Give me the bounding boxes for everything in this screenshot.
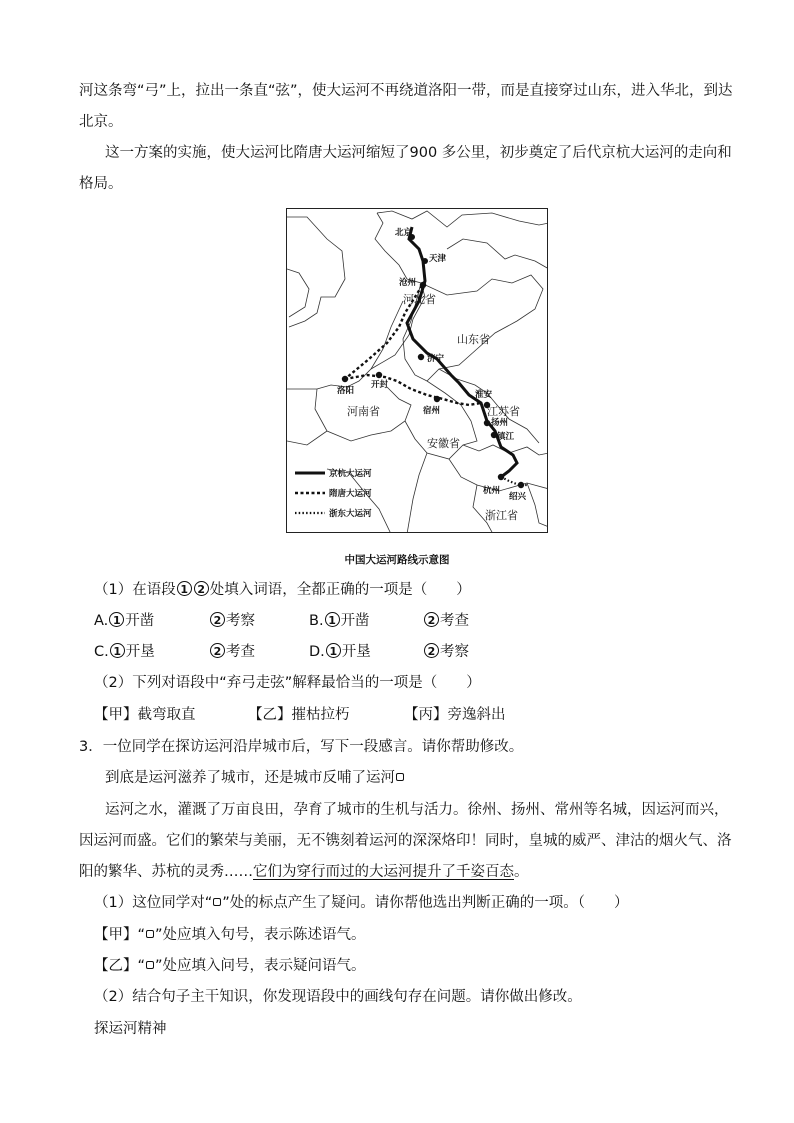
circled-number: 1 <box>109 612 124 627</box>
suitang-canal-line-south <box>345 375 481 405</box>
province-label: 河南省 <box>347 405 380 418</box>
blank-box <box>146 961 154 969</box>
circled-number: 1 <box>177 581 192 596</box>
q1-option-a[interactable] <box>94 611 255 631</box>
option-word: 开垦 <box>125 644 155 660</box>
circled-number: 2 <box>210 612 225 627</box>
q3-sub1-end: ”处的标点产生了疑问。请你帮他选出判断正确的一项。（ ） <box>222 895 629 911</box>
circled-number: 2 <box>424 612 439 627</box>
map-caption: 中国大运河路线示意图 <box>344 554 450 566</box>
circled-number: 1 <box>325 612 340 627</box>
province-borders <box>287 211 548 533</box>
city-label: 沧州 <box>399 278 417 288</box>
city-label: 淮安 <box>475 390 493 400</box>
q1-stem <box>94 580 471 600</box>
province-label: 江苏省 <box>487 405 520 418</box>
city-label: 宿州 <box>423 406 441 416</box>
option-word: 考察 <box>226 613 255 629</box>
q1-option-d[interactable] <box>309 642 469 662</box>
option-end: ”处应填入问号，表示疑问语气。 <box>155 958 366 974</box>
province-label: 浙江省 <box>485 509 518 522</box>
blank-box <box>396 773 404 781</box>
q3-sub1 <box>94 893 629 913</box>
legend-label: 浙东大运河 <box>329 509 372 519</box>
q3-para3-start: 阳的繁华、苏杭的灵秀…… <box>79 864 253 880</box>
option-part2 <box>423 611 469 631</box>
option-word: 考察 <box>440 644 469 660</box>
circled-number: 1 <box>326 643 341 658</box>
section-title: 探运河精神 <box>94 1021 167 1037</box>
circled-number: 2 <box>194 581 209 596</box>
city-label: 北京 <box>395 228 413 238</box>
blank-box <box>213 898 221 906</box>
option-part2 <box>423 642 469 662</box>
option-word: 开凿 <box>125 613 155 629</box>
option-word: 开凿 <box>340 613 370 629</box>
option-start: 【乙】“ <box>94 958 146 974</box>
option-word: 开垦 <box>341 644 371 660</box>
circled-number: 2 <box>210 643 225 658</box>
legend-label: 京杭大运河 <box>329 469 372 479</box>
q1-suffix: 处填入词语，全都正确的一项是（ ） <box>209 582 471 598</box>
q3-sub1-start: （1）这位同学对“ <box>94 895 213 911</box>
option-part2 <box>209 611 255 631</box>
option-part2 <box>209 642 255 662</box>
passage-line: 北京。 <box>79 114 123 130</box>
q1-prefix: （1）在语段 <box>94 582 176 598</box>
city-label: 天津 <box>429 254 447 264</box>
city-label: 杭州 <box>483 486 501 496</box>
q3-sentence-text: 到底是运河滋养了城市，还是城市反哺了运河 <box>105 770 395 786</box>
option-word: 考查 <box>440 613 469 629</box>
city-label: 济宁 <box>427 354 445 364</box>
blank-box <box>146 930 154 938</box>
option-end: ”处应填入句号，表示陈述语气。 <box>155 927 366 943</box>
legend-label: 隋唐大运河 <box>329 489 372 499</box>
city-label: 扬州 <box>491 418 509 428</box>
q3-option-jia[interactable] <box>94 925 366 945</box>
underlined-sentence: 它们为穿行而过的大运河提升了千姿百态 <box>253 864 514 880</box>
circled-number: 2 <box>424 643 439 658</box>
circled-number: 1 <box>110 643 125 658</box>
canal-route-map <box>286 208 548 533</box>
q3-sentence <box>105 768 405 788</box>
option-start: 【甲】“ <box>94 927 146 943</box>
passage-line: 这一方案的实施，使大运河比隋唐大运河缩短了900 多公里，初步奠定了后代京杭大运河的走向和 <box>105 145 732 161</box>
city-label: 洛阳 <box>337 386 355 396</box>
q3-stem: 3．一位同学在探访运河沿岸城市后，写下一段感言。请你帮助修改。 <box>79 739 524 755</box>
city-label: 镇江 <box>497 432 515 442</box>
option-letter: C. <box>94 644 109 660</box>
q3-paragraph-line: 运河之水，灌溉了万亩良田，孕育了城市的生机与活力。徐州、扬州、常州等名城，因运河而兴， <box>105 802 729 818</box>
q2-option-bing[interactable]: 【丙】旁逸斜出 <box>404 707 506 723</box>
passage-line: 格局。 <box>79 176 123 192</box>
q3-option-yi[interactable] <box>94 956 366 976</box>
q1-option-b[interactable] <box>309 611 469 631</box>
q1-option-c[interactable] <box>94 642 255 662</box>
province-label: 山东省 <box>457 333 490 346</box>
q3-paragraph-line: 因运河而盛。它们的繁荣与美丽，无不镌刻着运河的深深烙印！同时，皇城的威严、津沽的烟火气、洛 <box>79 833 732 849</box>
q3-paragraph-line <box>79 862 529 882</box>
map-svg <box>287 209 548 533</box>
option-word: 考查 <box>226 644 255 660</box>
map-legend <box>295 468 372 519</box>
passage-line: 河这条弯“弓”上，拉出一条直“弦”，使大运河不再绕道洛阳一带，而是直接穿过山东，进入华北，到达 <box>79 83 733 99</box>
province-label: 安徽省 <box>427 437 460 450</box>
option-letter: A. <box>94 613 109 629</box>
q2-stem: （2）下列对语段中“弃弓走弦”解释最恰当的一项是（ ） <box>94 675 481 691</box>
q3-para3-end: 。 <box>514 864 529 880</box>
q2-option-jia[interactable]: 【甲】截弯取直 <box>94 707 196 723</box>
option-letter: D. <box>309 644 325 660</box>
city-label: 绍兴 <box>509 492 527 502</box>
q2-option-yi[interactable]: 【乙】摧枯拉朽 <box>248 707 350 723</box>
q3-sub2: （2）结合句子主干知识，你发现语段中的画线句存在问题。请你做出修改。 <box>94 989 582 1005</box>
city-label: 开封 <box>371 380 389 390</box>
option-letter: B. <box>309 613 324 629</box>
province-label: 河北省 <box>403 293 436 306</box>
